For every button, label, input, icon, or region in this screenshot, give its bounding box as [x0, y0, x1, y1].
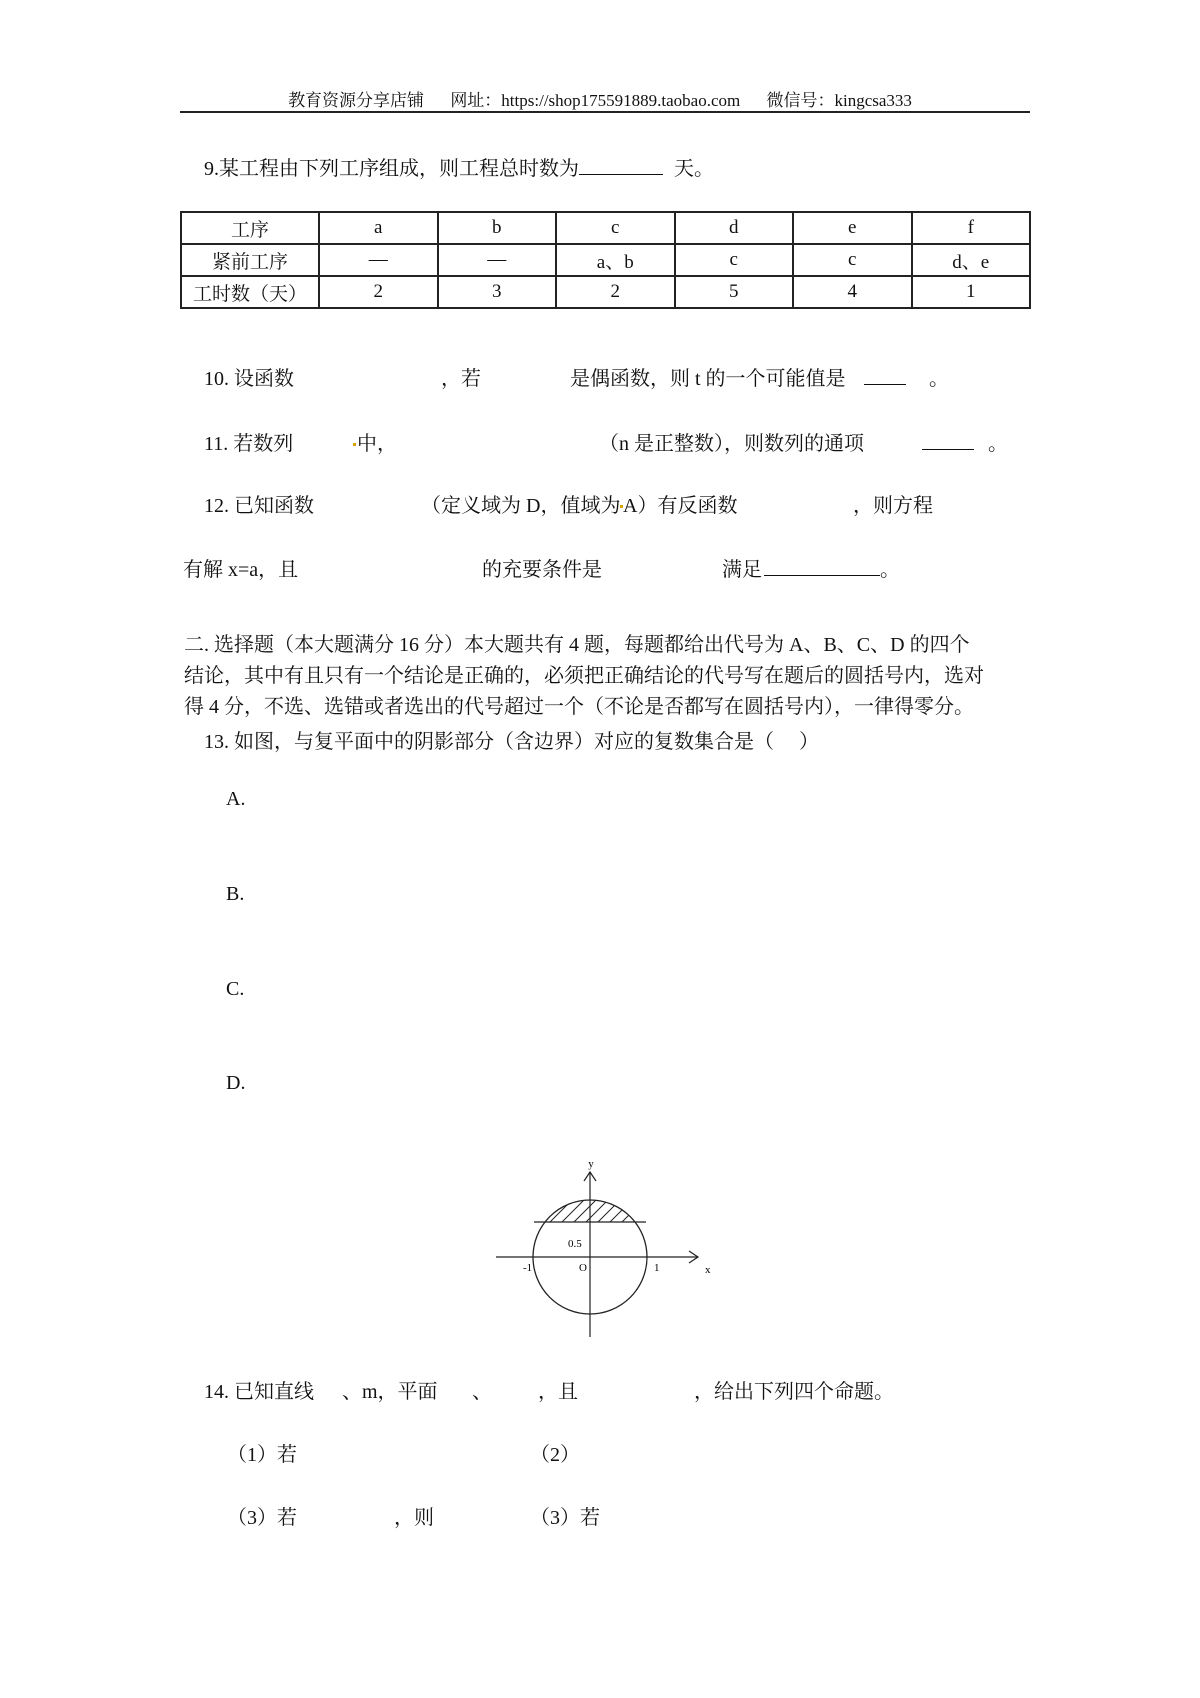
shaded-region — [520, 1185, 683, 1240]
table-cell: d — [675, 212, 794, 244]
table-cell: 2 — [319, 276, 438, 308]
table-cell: a、b — [556, 244, 675, 276]
table-row — [181, 212, 1030, 244]
option-c: C. — [226, 978, 245, 1000]
complex-plane-figure — [490, 1145, 720, 1340]
header-rule — [180, 111, 1030, 113]
x-axis-label: x — [705, 1264, 711, 1276]
q10-part-a: 设函数 — [234, 368, 294, 390]
q14-part-e: ，给出下列四个命题。 — [694, 1381, 894, 1403]
q11-num: 11. — [204, 433, 229, 455]
option-d: D. — [226, 1072, 246, 1094]
question-11 — [204, 427, 293, 456]
q12-line-2 — [183, 553, 298, 582]
q11-blank — [922, 431, 974, 450]
table-row — [181, 276, 1030, 308]
missing-formula-marker — [353, 443, 356, 446]
option-b: B. — [226, 883, 245, 905]
table-cell: c — [675, 244, 794, 276]
q12b-end: 。 — [880, 559, 900, 581]
row-header: 紧前工序 — [181, 244, 319, 276]
table-cell: b — [438, 212, 557, 244]
proposition-1: （1）若 — [227, 1444, 297, 1466]
process-table — [180, 211, 1031, 309]
q11-part-c: （n 是正整数），则数列的通项 — [599, 433, 864, 455]
option-a: A. — [226, 788, 246, 810]
section-2-line-2: 结论，其中有且只有一个结论是正确的，必须把正确结论的代号写在题后的圆括号内，选对 — [184, 665, 984, 687]
question-14 — [204, 1375, 314, 1404]
q11-end: 。 — [988, 433, 1008, 455]
table-cell: 5 — [675, 276, 794, 308]
table-cell: c — [556, 212, 675, 244]
question-10 — [204, 362, 294, 391]
y-axis-label: y — [588, 1158, 594, 1170]
row-header: 工时数（天） — [181, 276, 319, 308]
q10-num: 10. — [204, 368, 229, 390]
q10-blank — [864, 366, 906, 385]
origin-label: O — [579, 1262, 587, 1274]
table-cell: 3 — [438, 276, 557, 308]
q12-part-b: （定义域为 D，值域为 — [421, 495, 621, 517]
q10-part-b: ，若 — [441, 368, 481, 390]
proposition-2: （2） — [530, 1444, 580, 1466]
q10-part-c: 是偶函数，则 t 的一个可能值是 — [570, 368, 846, 390]
row-header: 工序 — [181, 212, 319, 244]
question-9 — [204, 152, 714, 181]
section-2-line-1: 二. 选择题（本大题满分 16 分）本大题共有 4 题，每题都给出代号为 A、B、C、D 的四个 — [184, 634, 970, 656]
question-13: 13. 如图，与复平面中的阴影部分（含边界）对应的复数集合是（ ） — [204, 731, 819, 753]
tick-label-half: 0.5 — [568, 1238, 582, 1250]
header-shop: 教育资源分享店铺 — [288, 91, 425, 110]
q14-part-b: 、m，平面 — [342, 1381, 438, 1403]
page-header — [0, 86, 1200, 111]
table-cell: 4 — [793, 276, 912, 308]
q9-blank — [579, 156, 663, 175]
table-cell: 1 — [912, 276, 1031, 308]
table-cell: a — [319, 212, 438, 244]
proposition-3: （3）若 — [227, 1507, 297, 1529]
header-url: 网址：https://shop175591889.taobao.com — [450, 91, 741, 110]
tick-label-1: 1 — [654, 1262, 660, 1274]
table-cell: — — [319, 244, 438, 276]
q12b-part-b: 的充要条件是 — [482, 559, 602, 581]
q10-end: 。 — [929, 368, 949, 390]
q12b-part-a: 有解 x=a，且 — [183, 559, 299, 581]
table-cell: — — [438, 244, 557, 276]
header-wechat: 微信号：kingcsa333 — [766, 91, 912, 110]
q11-part-a: 若数列 — [233, 433, 294, 455]
q9-suffix: 天。 — [674, 158, 714, 180]
tick-label-neg-1: -1 — [523, 1262, 533, 1274]
section-2-instructions — [184, 630, 1034, 723]
q12b-blank — [764, 557, 880, 576]
table-cell: d、e — [912, 244, 1031, 276]
proposition-3-then: ，则 — [394, 1507, 434, 1529]
q11-part-b: 中， — [357, 433, 397, 455]
table-cell: 2 — [556, 276, 675, 308]
table-row — [181, 244, 1030, 276]
q12-part-c: A）有反函数 — [623, 495, 738, 517]
q14-part-c: 、 — [472, 1381, 492, 1403]
table-cell: c — [793, 244, 912, 276]
q9-text: 9.某工程由下列工序组成，则工程总时数为 — [204, 158, 579, 180]
section-2-line-3: 得 4 分，不选、选错或者选出的代号超过一个（不论是否都写在圆括号内），一律得零分。 — [184, 696, 974, 718]
table-cell: f — [912, 212, 1031, 244]
table-cell: e — [793, 212, 912, 244]
q12-num: 12. — [204, 495, 229, 517]
q14-part-d: ，且 — [538, 1381, 578, 1403]
proposition-4: （3）若 — [530, 1507, 600, 1529]
q14-part-a: 14. 已知直线 — [204, 1381, 314, 1403]
q12b-part-c: 满足 — [722, 559, 762, 581]
question-12 — [204, 489, 314, 518]
q12-part-d: ，则方程 — [853, 495, 933, 517]
q12-part-a: 已知函数 — [234, 495, 314, 517]
